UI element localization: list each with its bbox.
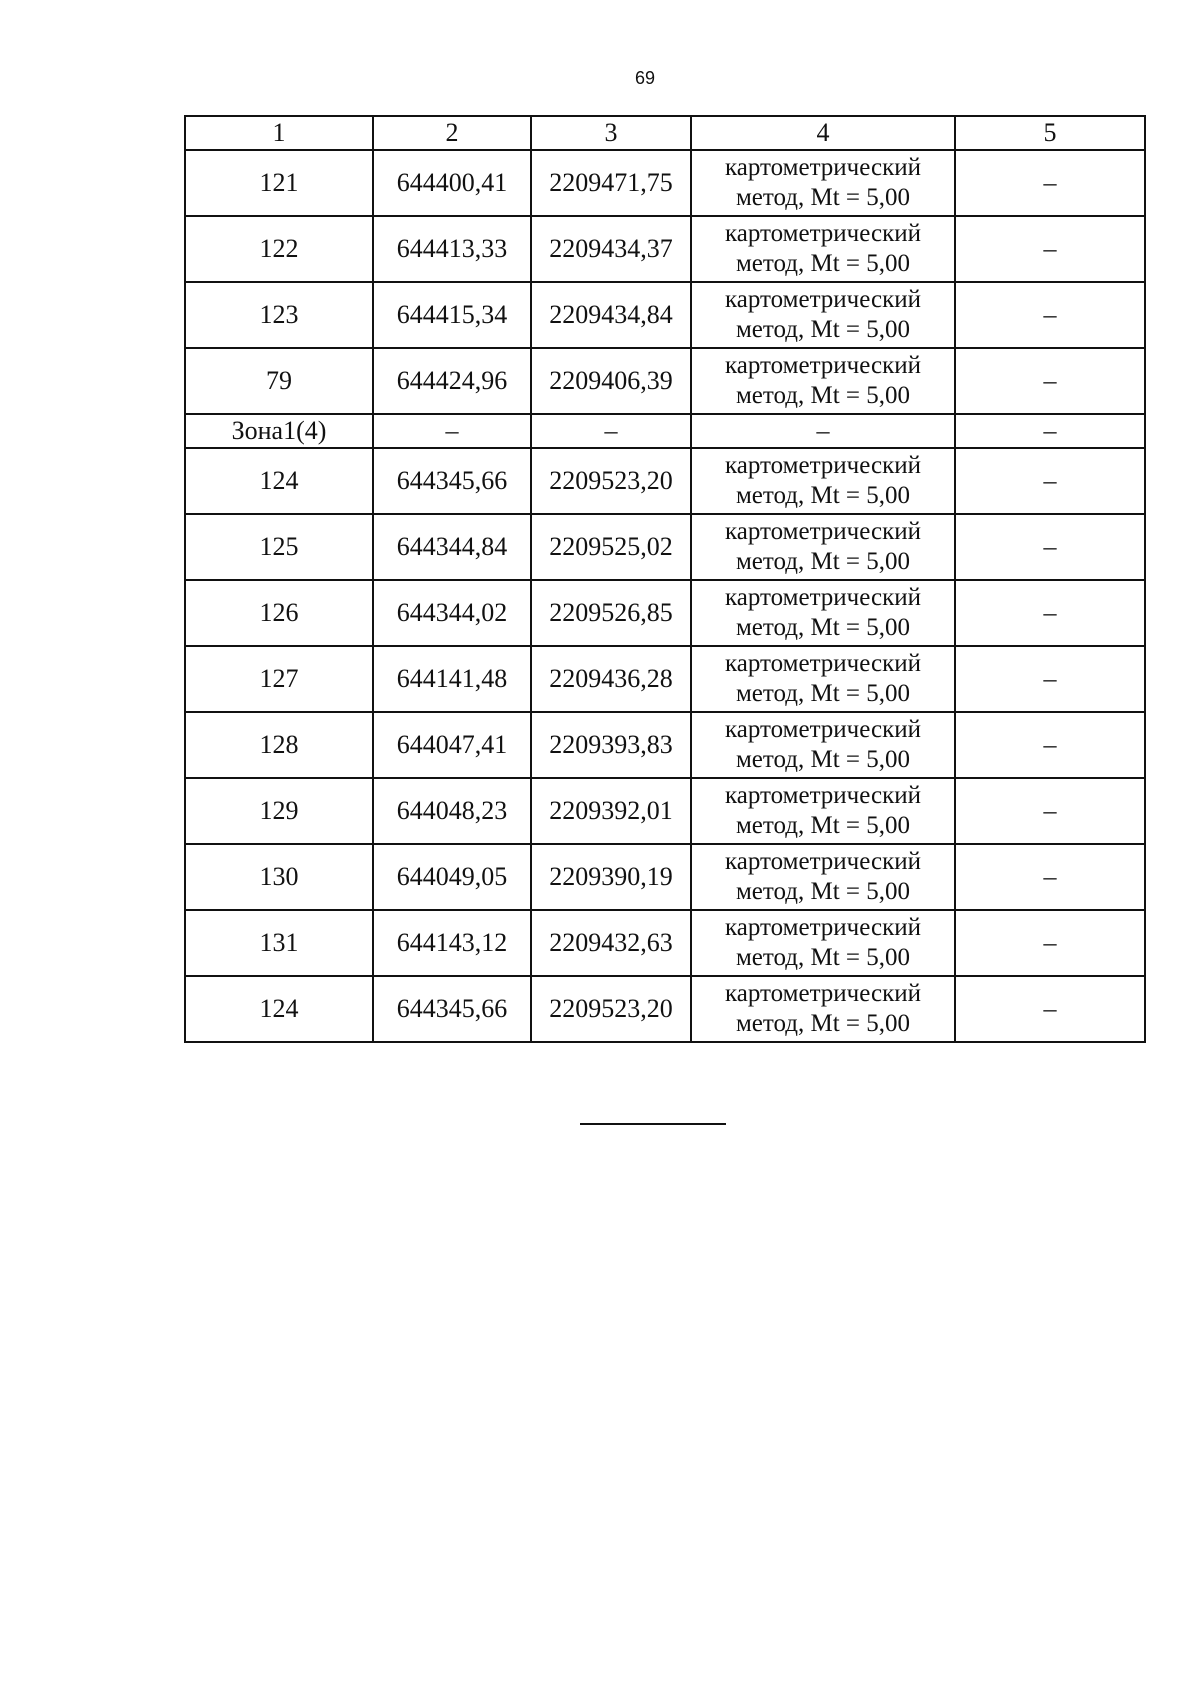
method-line-1: картометрический (725, 782, 921, 809)
column-5-value: – (955, 580, 1145, 646)
point-number: 122 (185, 216, 373, 282)
table-row (185, 844, 1145, 910)
method-line-2: метод, Mt = 5,00 (735, 382, 911, 409)
method-cell (691, 580, 955, 646)
method-line-1: картометрический (725, 154, 921, 181)
method-line-2: метод, Mt = 5,00 (735, 680, 911, 707)
method-cell (691, 150, 955, 216)
zone-label: Зона1(4) (185, 414, 373, 448)
coordinate-x: 644049,05 (373, 844, 531, 910)
table-header (185, 116, 1145, 150)
coordinate-x: 644424,96 (373, 348, 531, 414)
coordinate-x: 644344,02 (373, 580, 531, 646)
point-number: 130 (185, 844, 373, 910)
method-cell (691, 910, 955, 976)
column-header-2: 2 (373, 116, 531, 150)
method-cell (691, 348, 955, 414)
column-header-5: 5 (955, 116, 1145, 150)
coordinate-x: 644141,48 (373, 646, 531, 712)
table-row (185, 976, 1145, 1042)
method-line-2: метод, Mt = 5,00 (735, 614, 911, 641)
method-line-2: метод, Mt = 5,00 (735, 316, 911, 343)
coordinate-y: 2209434,84 (531, 282, 691, 348)
coordinate-x: 644048,23 (373, 778, 531, 844)
column-5-value: – (955, 282, 1145, 348)
method-cell (691, 514, 955, 580)
column-5-value: – (955, 514, 1145, 580)
method-line-2: метод, Mt = 5,00 (735, 944, 911, 971)
point-number: 125 (185, 514, 373, 580)
method-cell (691, 646, 955, 712)
coordinate-x: 644345,66 (373, 448, 531, 514)
table-row (185, 910, 1145, 976)
point-number: 124 (185, 448, 373, 514)
column-5-value: – (955, 348, 1145, 414)
method-line-2: метод, Mt = 5,00 (735, 184, 911, 211)
method-line-1: картометрический (725, 914, 921, 941)
zone-dash: – (691, 414, 955, 448)
table-row (185, 712, 1145, 778)
method-cell (691, 216, 955, 282)
method-line-1: картометрический (725, 286, 921, 313)
coordinate-x: 644345,66 (373, 976, 531, 1042)
point-number: 123 (185, 282, 373, 348)
point-number: 127 (185, 646, 373, 712)
column-5-value: – (955, 150, 1145, 216)
method-cell (691, 778, 955, 844)
coordinate-y: 2209523,20 (531, 976, 691, 1042)
method-cell (691, 282, 955, 348)
column-5-value: – (955, 712, 1145, 778)
column-header-1: 1 (185, 116, 373, 150)
point-number: 124 (185, 976, 373, 1042)
coordinate-x: 644415,34 (373, 282, 531, 348)
coordinates-table (184, 115, 1146, 1043)
coordinate-y: 2209406,39 (531, 348, 691, 414)
point-number: 121 (185, 150, 373, 216)
column-5-value: – (955, 976, 1145, 1042)
table-row (185, 150, 1145, 216)
table-row (185, 514, 1145, 580)
column-5-value: – (955, 844, 1145, 910)
table-row (185, 580, 1145, 646)
table-row (185, 778, 1145, 844)
coordinate-x: 644143,12 (373, 910, 531, 976)
coordinate-y: 2209526,85 (531, 580, 691, 646)
coordinate-y: 2209436,28 (531, 646, 691, 712)
coordinate-y: 2209525,02 (531, 514, 691, 580)
table-row (185, 448, 1145, 514)
table-row (185, 282, 1145, 348)
coordinate-y: 2209523,20 (531, 448, 691, 514)
zone-dash: – (373, 414, 531, 448)
method-line-2: метод, Mt = 5,00 (735, 746, 911, 773)
method-line-1: картометрический (725, 518, 921, 545)
end-of-section-rule (580, 1123, 726, 1125)
zone-dash: – (531, 414, 691, 448)
coordinate-y: 2209432,63 (531, 910, 691, 976)
column-5-value: – (955, 910, 1145, 976)
method-line-2: метод, Mt = 5,00 (735, 548, 911, 575)
point-number: 126 (185, 580, 373, 646)
method-line-2: метод, Mt = 5,00 (735, 812, 911, 839)
point-number: 129 (185, 778, 373, 844)
method-line-1: картометрический (725, 220, 921, 247)
coordinate-x: 644400,41 (373, 150, 531, 216)
coordinate-x: 644344,84 (373, 514, 531, 580)
method-line-1: картометрический (725, 650, 921, 677)
method-line-1: картометрический (725, 980, 921, 1007)
coordinate-y: 2209471,75 (531, 150, 691, 216)
method-line-2: метод, Mt = 5,00 (735, 1010, 911, 1037)
column-header-4: 4 (691, 116, 955, 150)
zone-dash: – (955, 414, 1145, 448)
table-body (185, 150, 1145, 1042)
coordinate-y: 2209390,19 (531, 844, 691, 910)
table-row (185, 646, 1145, 712)
method-line-1: картометрический (725, 452, 921, 479)
point-number: 128 (185, 712, 373, 778)
coordinate-y: 2209392,01 (531, 778, 691, 844)
method-cell (691, 448, 955, 514)
method-line-1: картометрический (725, 716, 921, 743)
point-number: 131 (185, 910, 373, 976)
method-line-2: метод, Mt = 5,00 (735, 250, 911, 277)
method-cell (691, 976, 955, 1042)
coordinate-y: 2209434,37 (531, 216, 691, 282)
page-number: 69 (634, 68, 656, 88)
column-5-value: – (955, 646, 1145, 712)
table-row (185, 348, 1145, 414)
method-line-1: картометрический (725, 848, 921, 875)
table-row (185, 216, 1145, 282)
method-cell (691, 844, 955, 910)
point-number: 79 (185, 348, 373, 414)
zone-row (185, 414, 1145, 448)
method-line-1: картометрический (725, 352, 921, 379)
coordinate-x: 644047,41 (373, 712, 531, 778)
column-5-value: – (955, 448, 1145, 514)
coordinate-x: 644413,33 (373, 216, 531, 282)
column-5-value: – (955, 216, 1145, 282)
column-5-value: – (955, 778, 1145, 844)
column-header-3: 3 (531, 116, 691, 150)
method-line-1: картометрический (725, 584, 921, 611)
method-line-2: метод, Mt = 5,00 (735, 482, 911, 509)
method-line-2: метод, Mt = 5,00 (735, 878, 911, 905)
method-cell (691, 712, 955, 778)
coordinate-y: 2209393,83 (531, 712, 691, 778)
header-row (185, 116, 1145, 150)
